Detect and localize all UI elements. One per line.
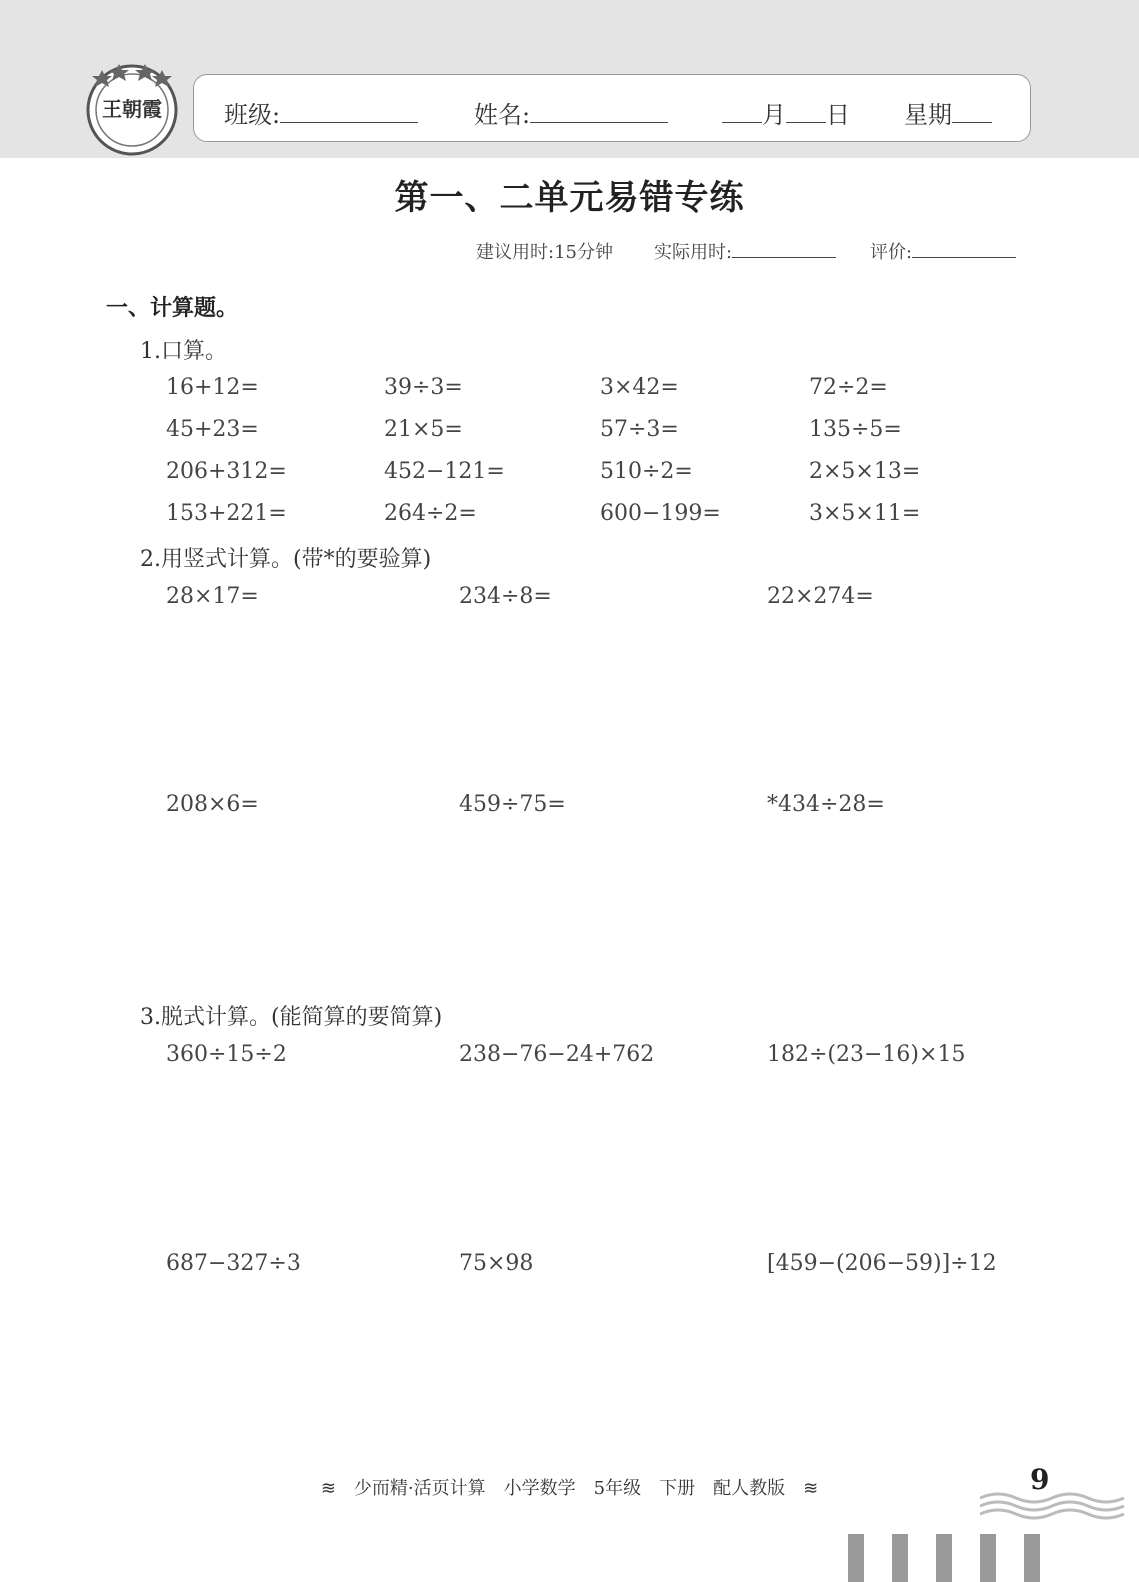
- weekday-label: 星期: [904, 101, 952, 129]
- suggested-time: 建议用时:15分钟: [476, 242, 613, 263]
- logo-text: 王朝霞: [102, 97, 162, 121]
- month-label: 月: [762, 101, 786, 129]
- day-blank[interactable]: [786, 102, 826, 123]
- month-blank[interactable]: [722, 102, 762, 123]
- mental-math-item: 72÷2=: [809, 375, 888, 400]
- mental-math-item: 510÷2=: [600, 459, 693, 484]
- footer-grade: 5年级: [593, 1478, 642, 1499]
- stepwise-calc-item: 238−76−24+762: [459, 1042, 655, 1067]
- name-blank[interactable]: [530, 102, 668, 123]
- mental-math-item: 264÷2=: [384, 501, 477, 526]
- page-number: 9: [1030, 1463, 1050, 1496]
- class-blank[interactable]: [280, 102, 418, 123]
- stepwise-calc-item: 360÷15÷2: [166, 1042, 287, 1067]
- footer-book: 少而精·活页计算: [353, 1478, 486, 1499]
- footer-volume: 下册: [659, 1478, 696, 1499]
- vertical-calc-item: 28×17=: [166, 584, 259, 609]
- mental-math-item: 57÷3=: [600, 417, 679, 442]
- mental-math-item: 600−199=: [600, 501, 721, 526]
- wave-right-icon: ≋: [803, 1478, 819, 1499]
- mental-math-item: 16+12=: [166, 375, 259, 400]
- mental-math-item: 3×5×11=: [809, 501, 921, 526]
- rating-blank[interactable]: [912, 241, 1016, 258]
- rating-field[interactable]: [870, 238, 1016, 264]
- wave-left-icon: ≋: [320, 1478, 336, 1499]
- class-label: 班级:: [224, 101, 281, 129]
- name-label: 姓名:: [474, 101, 531, 129]
- mental-math-item: 135÷5=: [809, 417, 902, 442]
- vertical-calc-item: 208×6=: [166, 792, 259, 817]
- footer-subject: 小学数学: [503, 1478, 576, 1499]
- rating-label: 评价:: [870, 242, 913, 263]
- actual-time-blank[interactable]: [732, 241, 836, 258]
- day-label: 日: [826, 101, 850, 129]
- weekday-blank[interactable]: [952, 102, 992, 123]
- page-footer: [0, 1474, 1139, 1500]
- weekday-field[interactable]: [904, 95, 992, 130]
- publisher-logo: [82, 56, 182, 156]
- stepwise-calc-item: [459−(206−59)]÷12: [767, 1251, 997, 1276]
- actual-time-label: 实际用时:: [654, 242, 733, 263]
- student-info-box: [193, 74, 1031, 142]
- section-heading: 一、计算题。: [106, 296, 239, 321]
- wave-decoration-icon: [980, 1488, 1130, 1522]
- mental-math-item: 39÷3=: [384, 375, 463, 400]
- mental-math-item: 206+312=: [166, 459, 287, 484]
- mental-math-item: 452−121=: [384, 459, 505, 484]
- mental-math-item: 3×42=: [600, 375, 679, 400]
- mental-math-item: 153+221=: [166, 501, 287, 526]
- vertical-calc-item: 234÷8=: [459, 584, 552, 609]
- page-edge-tabs: [846, 1532, 1046, 1582]
- mental-math-item: 45+23=: [166, 417, 259, 442]
- page-title: 第一、二单元易错专练: [394, 178, 745, 218]
- vertical-calc-item: 459÷75=: [459, 792, 566, 817]
- q2-heading: 2.用竖式计算。(带*的要验算): [140, 547, 432, 572]
- footer-edition: 配人教版: [713, 1478, 786, 1499]
- q1-heading: 1.口算。: [140, 339, 227, 364]
- stepwise-calc-item: 75×98: [459, 1251, 534, 1276]
- actual-time-field[interactable]: [654, 238, 836, 264]
- name-field[interactable]: [474, 95, 668, 130]
- class-field[interactable]: [224, 95, 418, 130]
- date-field[interactable]: [722, 95, 850, 130]
- mental-math-item: 21×5=: [384, 417, 463, 442]
- stepwise-calc-item: 687−327÷3: [166, 1251, 301, 1276]
- q3-heading: 3.脱式计算。(能简算的要简算): [140, 1005, 443, 1030]
- stepwise-calc-item: 182÷(23−16)×15: [767, 1042, 966, 1067]
- mental-math-item: 2×5×13=: [809, 459, 921, 484]
- vertical-calc-item: 22×274=: [767, 584, 874, 609]
- vertical-calc-item: *434÷28=: [767, 792, 885, 817]
